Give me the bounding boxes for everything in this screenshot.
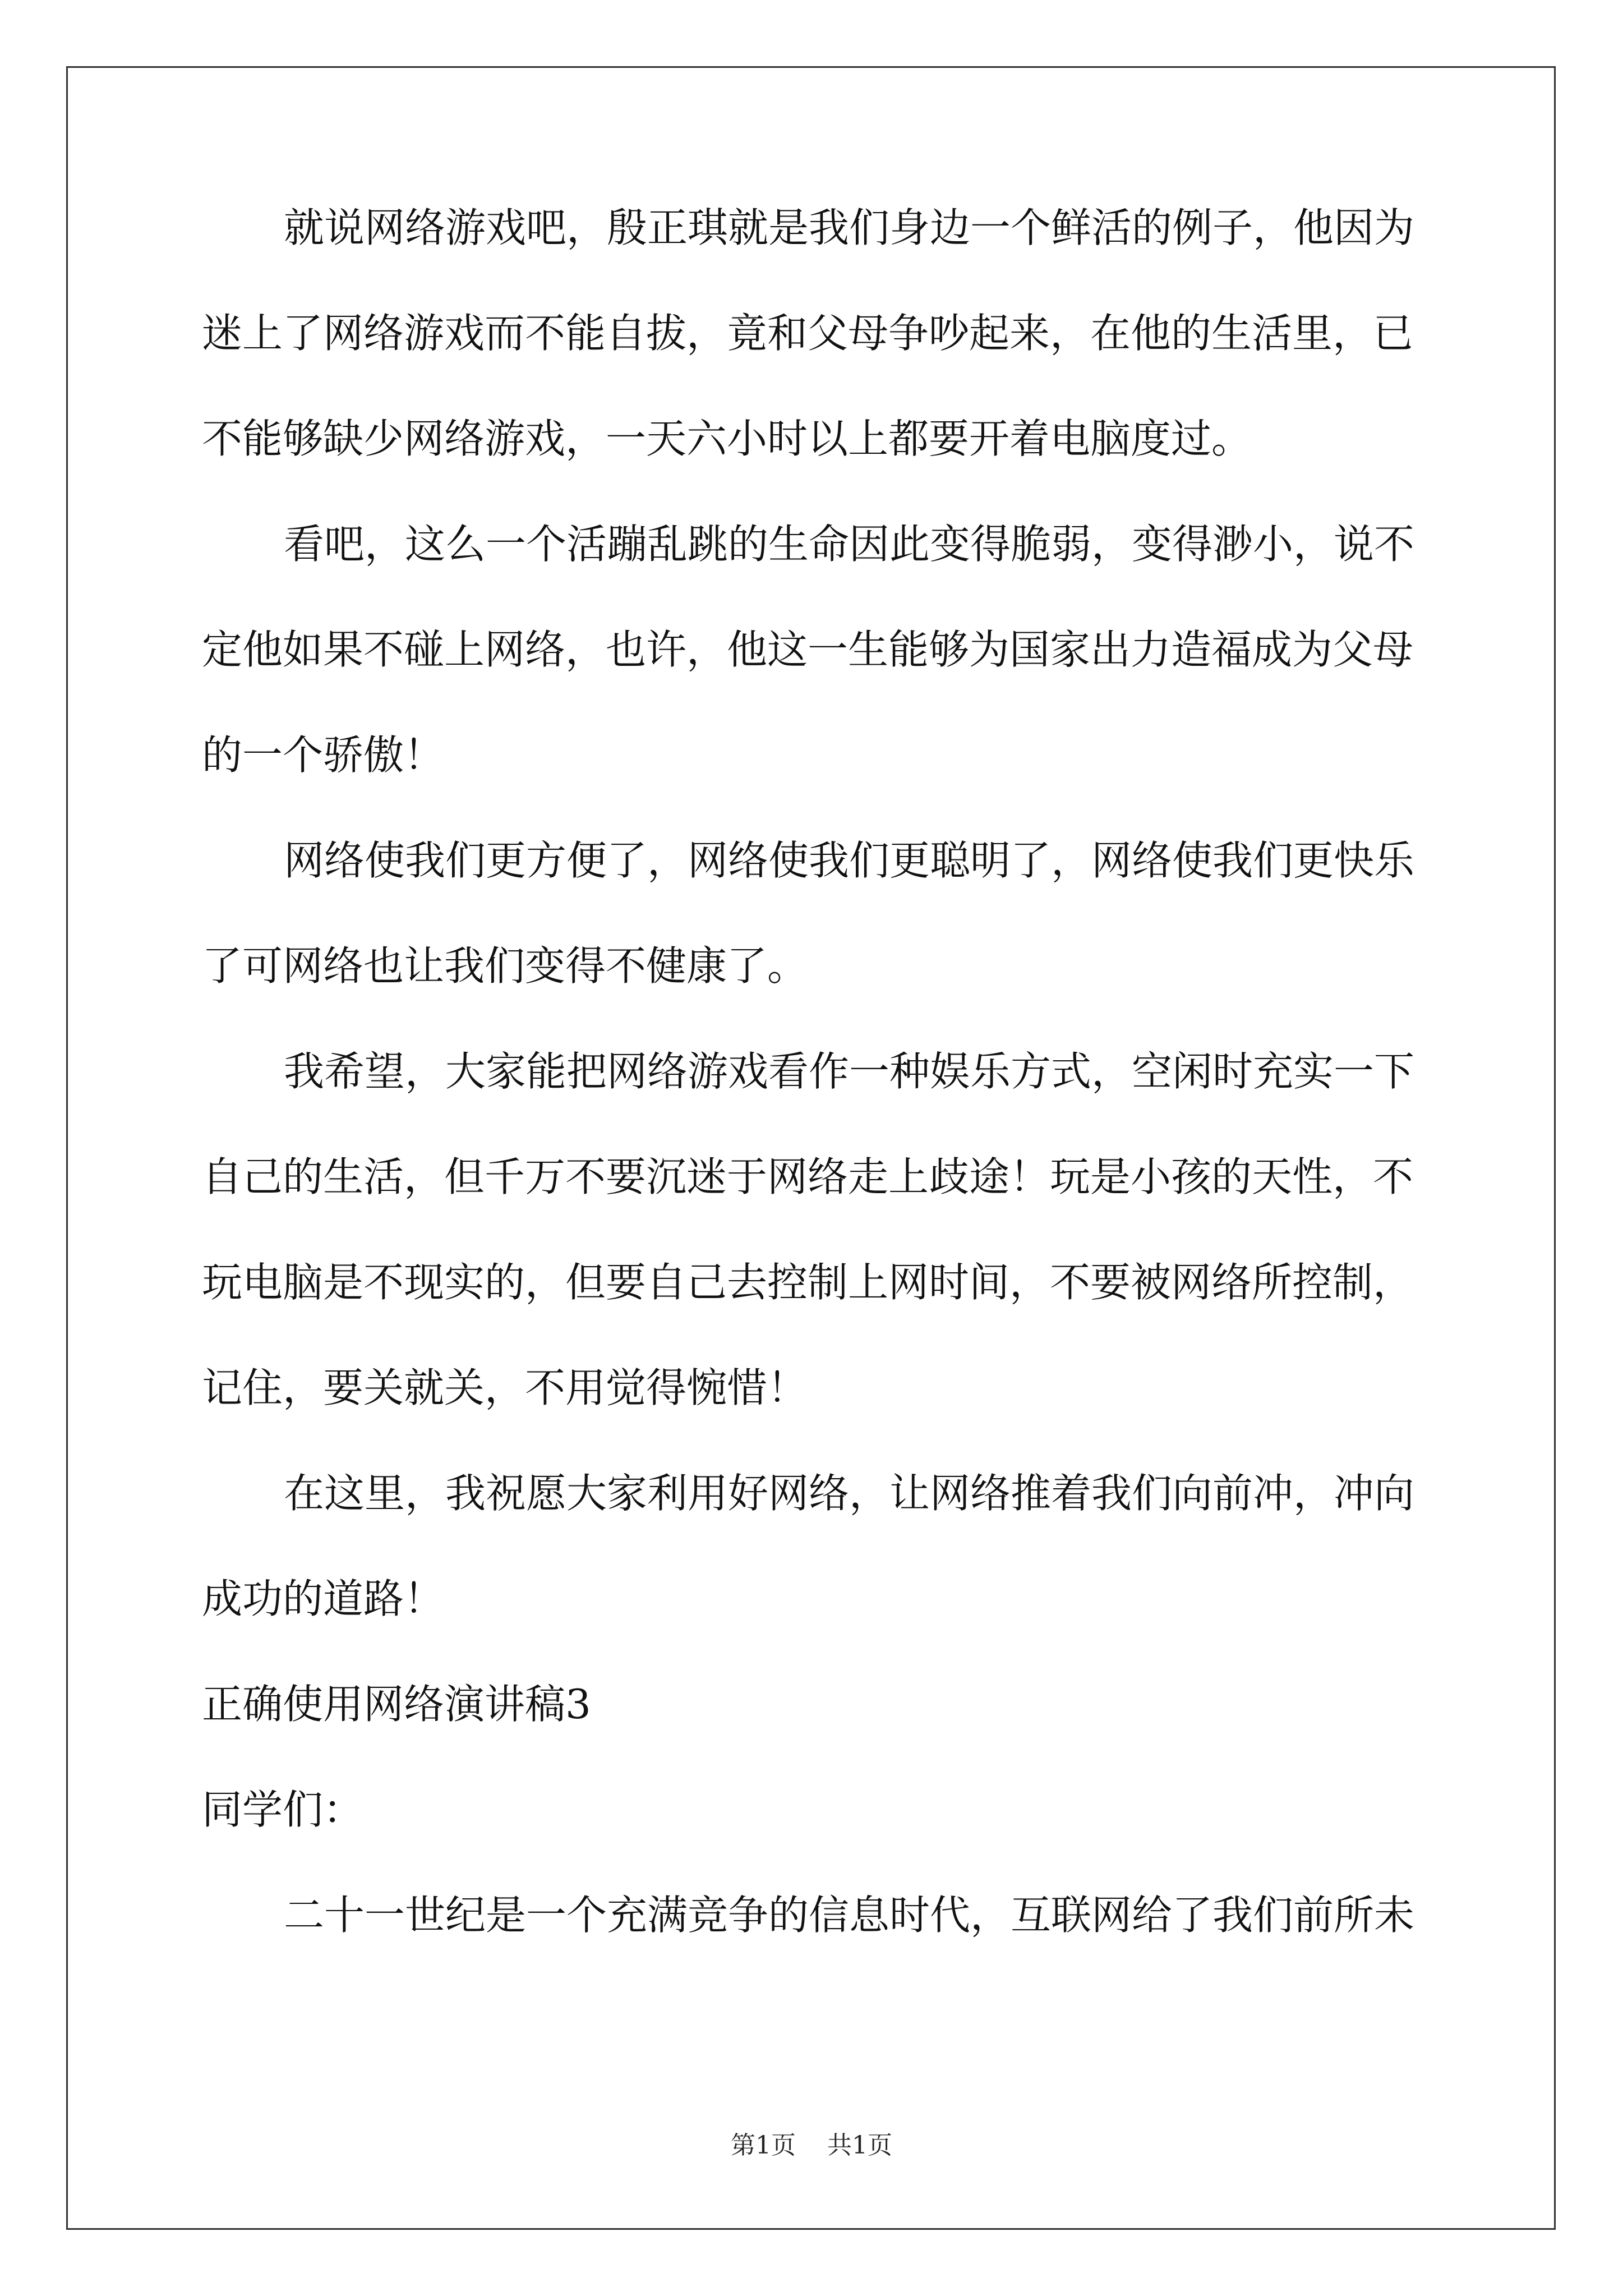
salutation: 同学们：: [202, 1786, 364, 1833]
paragraph-4-line-2: 自己的生活，但千万不要沉迷于网络走上歧途！玩是小孩的天性，不: [202, 1153, 1414, 1200]
last-paragraph-line-1: 二十一世纪是一个充满竞争的信息时代，互联网给了我们前所未: [284, 1892, 1415, 1939]
paragraph-1-line-2: 迷上了网络游戏而不能自拔，竟和父母争吵起来，在他的生活里，已: [202, 310, 1414, 357]
paragraph-3-line-2: 了可网络也让我们变得不健康了。: [202, 942, 808, 990]
paragraph-4-line-1: 我希望，大家能把网络游戏看作一种娱乐方式，空闲时充实一下: [284, 1048, 1415, 1095]
section-title: 正确使用网络演讲稿3: [202, 1681, 591, 1728]
paragraph-1-line-1: 就说网络游戏吧，殷正琪就是我们身边一个鲜活的例子，他因为: [284, 204, 1415, 251]
page-number-total: 共1页: [827, 2131, 892, 2160]
paragraph-3-line-1: 网络使我们更方便了，网络使我们更聪明了，网络使我们更快乐: [284, 837, 1415, 884]
paragraph-1-line-3: 不能够缺少网络游戏，一天六小时以上都要开着电脑度过。: [202, 415, 1252, 462]
paragraph-2-line-3: 的一个骄傲！: [202, 731, 445, 779]
paragraph-2-line-1: 看吧，这么一个活蹦乱跳的生命因此变得脆弱，变得渺小，说不: [284, 521, 1415, 568]
paragraph-5-line-1: 在这里，我祝愿大家利用好网络，让网络推着我们向前冲，冲向: [284, 1470, 1415, 1517]
paragraph-4-line-4: 记住，要关就关，不用觉得惋惜！: [202, 1364, 808, 1411]
paragraph-5-line-2: 成功的道路！: [202, 1575, 445, 1622]
document-body: [202, 204, 1430, 2000]
page-footer: [0, 2132, 1623, 2160]
page-number-current: 第1页: [731, 2131, 796, 2160]
paragraph-4-line-3: 玩电脑是不现实的，但要自己去控制上网时间，不要被网络所控制，: [202, 1259, 1414, 1306]
paragraph-2-line-2: 定他如果不碰上网络，也许，他这一生能够为国家出力造福成为父母: [202, 626, 1414, 673]
